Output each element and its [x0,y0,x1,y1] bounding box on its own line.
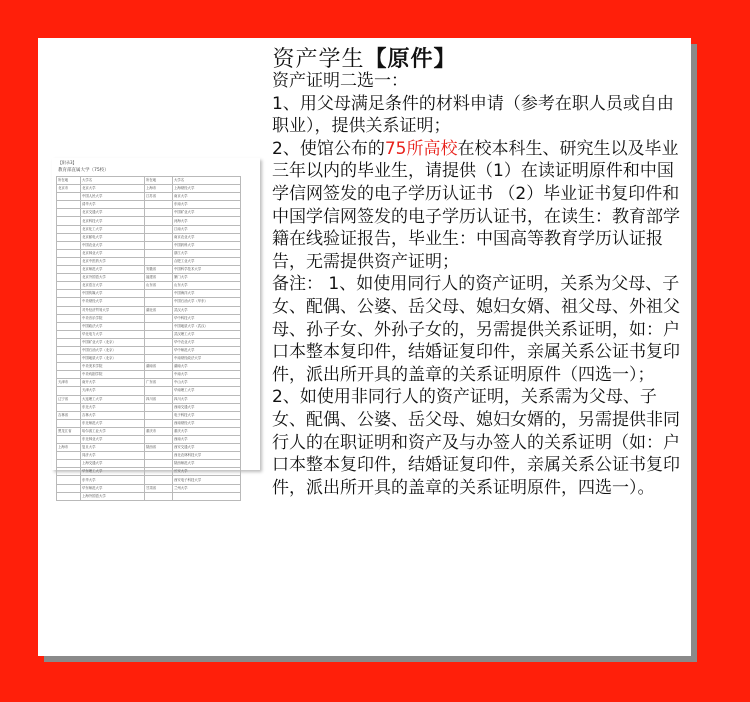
table-row [57,346,241,354]
table-row [57,306,241,314]
table-row [57,371,241,379]
table-cell [57,249,81,257]
table-cell [145,371,173,379]
table-cell: 山东省 [145,282,173,290]
table-cell: 陕西省 [145,444,173,452]
table-cell: 上海交通大学 [81,460,145,468]
option-2-prefix: 2、使馆公布的 [272,138,385,159]
title-main: 资产学生 [272,47,365,72]
table-row [57,257,241,265]
table-cell: 北京大学 [81,185,145,193]
table-cell: 江苏省 [145,193,173,201]
table-cell [57,306,81,314]
table-cell [145,476,173,484]
table-cell [57,241,81,249]
table-row [57,225,241,233]
table-cell: 北京林业大学 [81,249,145,257]
table-cell [57,314,81,322]
table-cell: 合肥工业大学 [173,257,241,265]
table-cell [145,201,173,209]
table-cell: 南京农业大学 [173,233,241,241]
table-cell: 上海财经大学 [173,185,241,193]
table-cell: 中国传媒大学 [81,290,145,298]
table-cell: 四川大学 [173,395,241,403]
table-cell [145,468,173,476]
table-cell: 西南财经大学 [173,419,241,427]
table-row [57,314,241,322]
table-cell: 东华大学 [81,476,145,484]
table-cell: 中国药科大学 [173,241,241,249]
table-cell: 广东省 [145,379,173,387]
table-cell: 中国石油大学（华东） [173,298,241,306]
table-cell: 湖南大学 [173,363,241,371]
table-cell: 哈尔滨工业大学 [81,427,145,435]
table-cell: 中央财经大学 [81,298,145,306]
highlight-75-universities: 75所高校 [384,138,458,159]
table-cell: 东北大学 [81,403,145,411]
table-cell [57,266,81,274]
table-cell: 四川省 [145,395,173,403]
title-bracket: 【原件】 [364,47,457,72]
table-cell: 福建省 [145,274,173,282]
table-cell [57,363,81,371]
table-cell: 中国石油大学（北京） [81,346,145,354]
table-cell: 华中师范大学 [173,346,241,354]
table-cell [57,257,81,265]
table-row [57,444,241,452]
table-cell: 厦门大学 [173,274,241,282]
university-list-document [52,158,260,498]
table-cell: 辽宁省 [57,395,81,403]
table-cell [57,492,81,500]
table-row [57,290,241,298]
table-cell: 中国农业大学 [81,241,145,249]
table-cell [145,492,173,500]
table-cell [145,436,173,444]
table-row [57,266,241,274]
table-cell: 中国人民大学 [81,193,145,201]
table-cell: 中国地质大学（武汉） [173,322,241,330]
table-cell [145,290,173,298]
table-row [57,193,241,201]
table-row [57,330,241,338]
table-cell: 华东师范大学 [81,484,145,492]
table-cell: 北京中医药大学 [81,257,145,265]
table-cell [145,217,173,225]
table-cell: 电子科技大学 [173,411,241,419]
option-2-suffix: 在校本科生、研究生以及毕业三年以内的毕业生，请提供（1）在读证明原件和中国学信网签发的电子学历认证书 （2）毕业证书复印件和中国学信网签发的电子学历认证书，在读生：教育部学籍在线验证报告，毕业生：中国高等教育学历认证报告，无需提供资产证明； [272,138,680,272]
table-cell [57,225,81,233]
table-cell [145,460,173,468]
table-cell [57,419,81,427]
table-cell [145,411,173,419]
table-cell: 江南大学 [173,225,241,233]
paragraph-intro: 资产证明二选一： [272,71,408,91]
table-cell: 武汉大学 [173,306,241,314]
table-cell [145,355,173,363]
table-row [57,379,241,387]
table-cell [145,330,173,338]
table-row [57,419,241,427]
table-cell: 中国政法大学 [81,322,145,330]
table-cell: 山东大学 [173,282,241,290]
table-cell [57,371,81,379]
table-cell: 中国地质大学（北京） [81,355,145,363]
table-row [57,476,241,484]
table-cell [57,436,81,444]
paragraph-option-2 [272,138,682,274]
table-cell: 北京邮电大学 [81,233,145,241]
table-cell: 华中科技大学 [173,314,241,322]
table-cell: 东北师范大学 [81,419,145,427]
table-row [57,403,241,411]
table-cell [57,338,81,346]
table-cell: 中央戏剧学院 [81,371,145,379]
table-cell [173,492,241,500]
table-cell [57,282,81,290]
table-row [57,452,241,460]
table-cell [145,403,173,411]
table-cell: 同济大学 [81,452,145,460]
table-cell: 华中农业大学 [173,338,241,346]
table-cell: 对外经济贸易大学 [81,306,145,314]
table-row [57,209,241,217]
table-cell: 中国海洋大学 [173,290,241,298]
table-cell: 北京市 [57,185,81,193]
table-cell [57,346,81,354]
table-cell [145,233,173,241]
table-cell: 华北电力大学 [81,330,145,338]
table-cell [57,322,81,330]
table-cell: 长安大学 [173,468,241,476]
table-cell [57,476,81,484]
table-row [57,460,241,468]
table-cell: 黑龙江省 [57,427,81,435]
table-cell: 河海大学 [173,217,241,225]
table-cell: 北京化工大学 [81,225,145,233]
table-cell: 所在地 [145,177,173,185]
table-row [57,338,241,346]
table-cell [145,314,173,322]
table-cell [57,201,81,209]
table-cell [145,338,173,346]
table-row [57,322,241,330]
doc-title: 教育部直属大学（75校） [58,168,109,173]
table-cell: 北京语言大学 [81,282,145,290]
table-cell [57,355,81,363]
table-cell: 吉林大学 [81,411,145,419]
table-row [57,436,241,444]
table-cell: 西安交通大学 [173,444,241,452]
table-cell: 西安电子科技大学 [173,476,241,484]
table-row [57,468,241,476]
table-cell [57,290,81,298]
table-cell [145,257,173,265]
table-cell [57,217,81,225]
table-cell: 重庆市 [145,427,173,435]
table-row [57,241,241,249]
page-title [38,42,691,73]
table-row [57,492,241,500]
table-cell: 浙江大学 [173,249,241,257]
table-row [57,233,241,241]
table-row [57,201,241,209]
table-cell [57,209,81,217]
table-cell [57,233,81,241]
table-cell: 北京外国语大学 [81,274,145,282]
table-row [57,282,241,290]
table-cell: 中国科学技术大学 [173,266,241,274]
table-cell: 南开大学 [81,379,145,387]
table-row [57,484,241,492]
table-cell [145,298,173,306]
table-cell [145,387,173,395]
table-cell [145,419,173,427]
table-cell [57,387,81,395]
table-cell: 上海外国语大学 [81,492,145,500]
table-row [57,395,241,403]
table-row [57,274,241,282]
table-cell [145,346,173,354]
table-cell: 西南交通大学 [173,403,241,411]
table-cell: 北京交通大学 [81,209,145,217]
table-row [57,355,241,363]
table-row [57,411,241,419]
table-cell: 中央音乐学院 [81,314,145,322]
table-cell [145,241,173,249]
table-cell [145,225,173,233]
paragraph-note: 备注： 1、如使用同行人的资产证明，关系为父母、子女、配偶、公婆、岳父母、媳妇女婿、祖父母、外祖父母、孙子女、外孙子女的，另需提供关系证明，如：户口本整本复印件，结婚证复印件，亲属关系公证书复印件，派出所开具的盖章的关系证明原件（四选一）； 2、如使用非同行人的资产证明，关系需为父母、子女、配偶、公婆、岳父母、媳妇女婿的，另需提供非同行人的在职证明和资产及与办签人的关系证明（如：户口本整本复印件，结婚证复印件，亲属关系公证书复印件，派出所开具的盖章的关系证明原件，四选一）。 [272,274,680,498]
table-cell [57,403,81,411]
table-cell [57,298,81,306]
table-cell: 中南财经政法大学 [173,355,241,363]
table-cell: 中国矿业大学 [173,209,241,217]
table-row [57,177,241,185]
table-cell [145,249,173,257]
table-cell: 重庆大学 [173,427,241,435]
university-table [56,176,241,501]
table-cell [57,193,81,201]
table-row [57,249,241,257]
table-cell [145,209,173,217]
table-row [57,217,241,225]
table-cell [145,452,173,460]
table-row [57,363,241,371]
table-cell: 华南理工大学 [173,387,241,395]
table-cell: 上海市 [145,185,173,193]
table-cell: 大学名 [173,177,241,185]
table-cell: 清华大学 [81,201,145,209]
table-cell: 中山大学 [173,379,241,387]
paragraph-option-1: 1、用父母满足条件的材料申请（参考在职人员或自由职业），提供关系证明； [272,93,674,137]
table-cell: 天津大学 [81,387,145,395]
table-cell: 东北林业大学 [81,436,145,444]
table-cell: 吉林省 [57,411,81,419]
table-row [57,298,241,306]
table-cell: 大连理工大学 [81,395,145,403]
table-cell [57,452,81,460]
table-cell: 上海市 [57,444,81,452]
table-cell: 北京科技大学 [81,217,145,225]
table-cell: 中央美术学院 [81,363,145,371]
table-row [57,427,241,435]
table-cell: 南京大学 [173,193,241,201]
table-cell: 湖北省 [145,306,173,314]
table-cell: 兰州大学 [173,484,241,492]
table-cell: 武汉理工大学 [173,330,241,338]
table-cell [145,322,173,330]
table-cell: 所在地 [57,177,81,185]
table-cell: 中国矿业大学（北京） [81,338,145,346]
table-cell: 湖南省 [145,363,173,371]
table-cell [57,484,81,492]
table-cell: 西南大学 [173,436,241,444]
table-cell: 甘肃省 [145,484,173,492]
table-cell: 复旦大学 [81,444,145,452]
table-row [57,185,241,193]
table-cell: 华东理工大学 [81,468,145,476]
table-cell: 陕西师范大学 [173,460,241,468]
doc-tag: 【附录3】 [58,160,77,165]
table-row [57,387,241,395]
table-cell [57,460,81,468]
table-cell: 大学名 [81,177,145,185]
table-cell [57,330,81,338]
table-cell: 天津市 [57,379,81,387]
table-cell: 中南大学 [173,371,241,379]
table-cell [57,468,81,476]
table-cell [57,274,81,282]
table-cell: 西北农林科技大学 [173,452,241,460]
table-cell: 安徽省 [145,266,173,274]
body-text [272,70,682,499]
table-cell: 北京师范大学 [81,266,145,274]
table-cell: 东南大学 [173,201,241,209]
